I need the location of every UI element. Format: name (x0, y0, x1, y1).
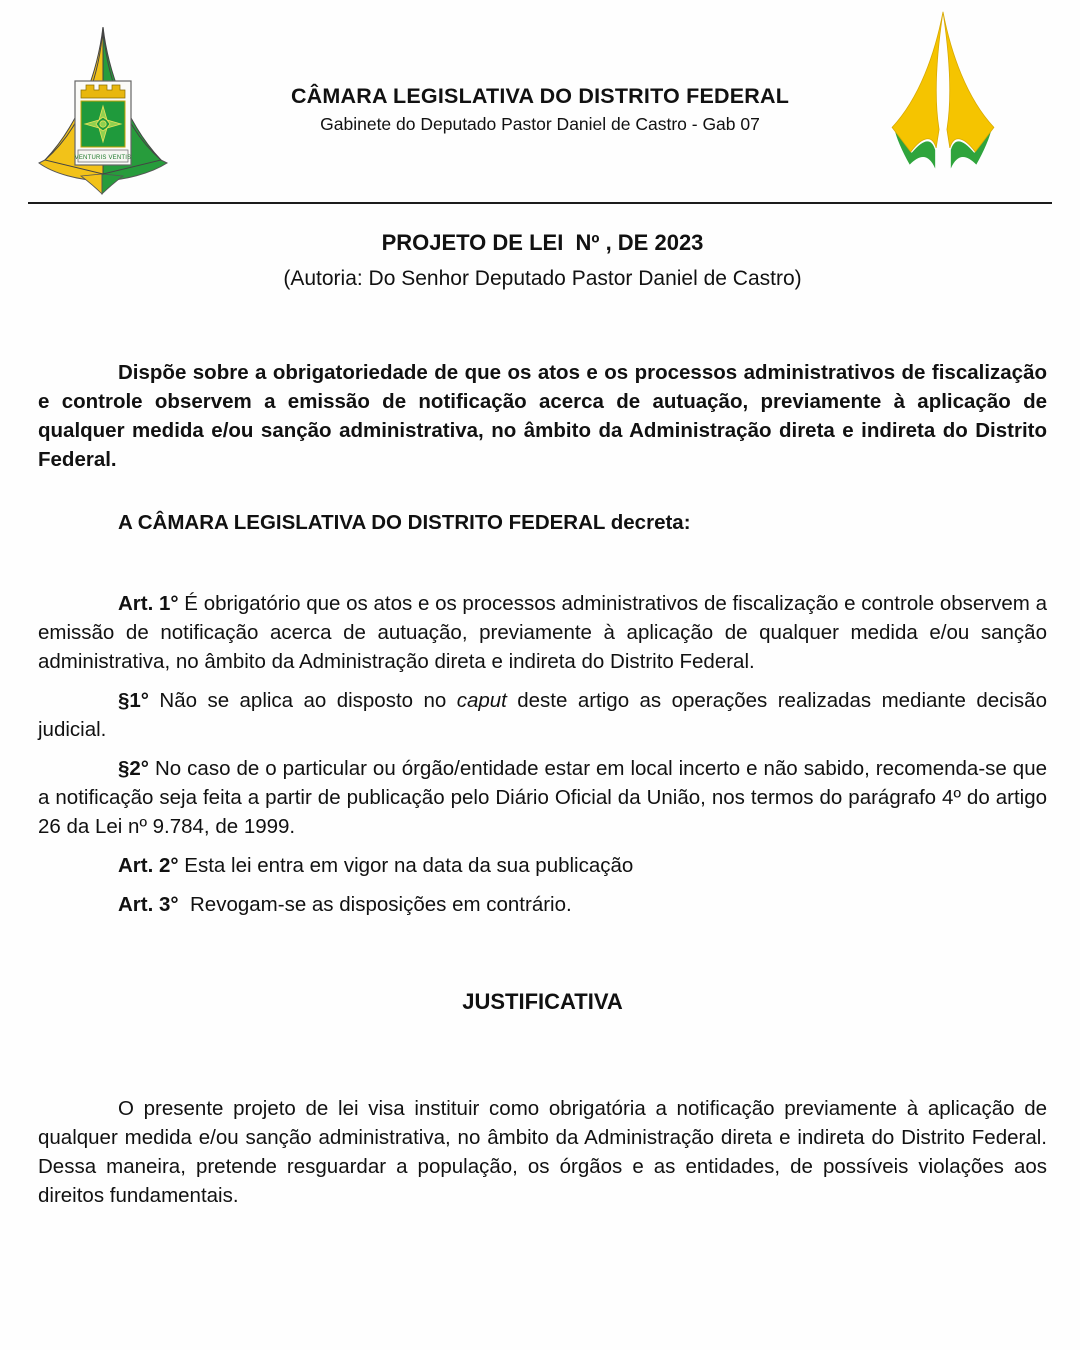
article-1-label: Art. 1° (118, 592, 179, 615)
letterhead-text (190, 84, 890, 135)
article-2-text: Esta lei entra em vigor na data da sua publicação (178, 854, 634, 877)
article-1-text: É obrigatório que os atos e os processos administrativos de fiscalização e controle observem a emissão de notificação acerca de autuação, previamente à aplicação de qualquer medida e/ou sanção administrativa, no âmbito da Administração direta e indireta do Distrito Federal. (38, 592, 1047, 673)
article-1 (38, 589, 1047, 676)
paragraph-2 (38, 754, 1047, 841)
bill-authorship: (Autoria: Do Senhor Deputado Pastor Daniel de Castro) (283, 267, 802, 290)
article-2-label: Art. 2° (118, 854, 179, 877)
paragraph-1-text-post: deste artigo as operações realizadas mediante decisão judicial. (38, 689, 1047, 741)
crown-icon (81, 85, 125, 98)
paragraph-1 (38, 686, 1047, 744)
cldf-right-wing (943, 12, 994, 169)
header-divider (28, 202, 1052, 204)
cldf-logo-icon (882, 6, 1004, 192)
document-body (38, 230, 1047, 1210)
office-name: Gabinete do Deputado Pastor Daniel de Castro - Gab 07 (320, 114, 760, 134)
justification-heading: JUSTIFICATIVA (462, 989, 623, 1014)
paragraph-1-label: §1° (118, 689, 150, 712)
paragraph-1-italic: caput (456, 689, 507, 712)
paragraph-1-text-pre: Não se aplica ao disposto no (149, 689, 457, 712)
letterhead (0, 0, 1080, 196)
paragraph-2-text: No caso de o particular ou órgão/entidade estar em local incerto e não sabido, recomenda-se que a notificação seja feita a partir de publicação pelo Diário Oficial da União, nos termos do parágrafo 4º do artigo 26 da Lei nº 9.784, de 1999. (38, 757, 1047, 838)
enacting-clause: A CÂMARA LEGISLATIVA DO DISTRITO FEDERAL decreta: (118, 511, 691, 534)
justification-paragraph: O presente projeto de lei visa instituir como obrigatória a notificação previamente à aplicação de qualquer medida e/ou sanção administrativa, no âmbito da Administração direta e indireta do Distrito Federal. Dessa maneira, pretende resguardar a população, os órgãos e as entidades, de possíveis violações aos direitos fundamentais. (38, 1097, 1047, 1207)
article-3-text: Revogam-se as disposições em contrário. (178, 893, 572, 916)
coat-shield (75, 81, 132, 165)
bill-title: PROJETO DE LEI Nº , DE 2023 (381, 230, 704, 255)
article-3 (38, 890, 1047, 919)
article-3-label: Art. 3° (118, 893, 179, 916)
organization-name: CÂMARA LEGISLATIVA DO DISTRITO FEDERAL (290, 84, 790, 108)
paragraph-2-label: §2° (118, 757, 150, 780)
article-2 (38, 851, 1047, 880)
cldf-left-wing (892, 12, 943, 169)
distrito-federal-coat-of-arms-icon (34, 24, 172, 196)
bill-summary: Dispõe sobre a obrigatoriedade de que os atos e os processos administrativos de fiscalização e controle observem a emissão de notificação acerca de autuação, previamente à aplicação de qualquer medida e/ou sanção administrativa, no âmbito da Administração direta e indireta do Distrito Federal. (38, 361, 1047, 471)
motto-text: VENTURIS VENTIS (74, 155, 132, 161)
